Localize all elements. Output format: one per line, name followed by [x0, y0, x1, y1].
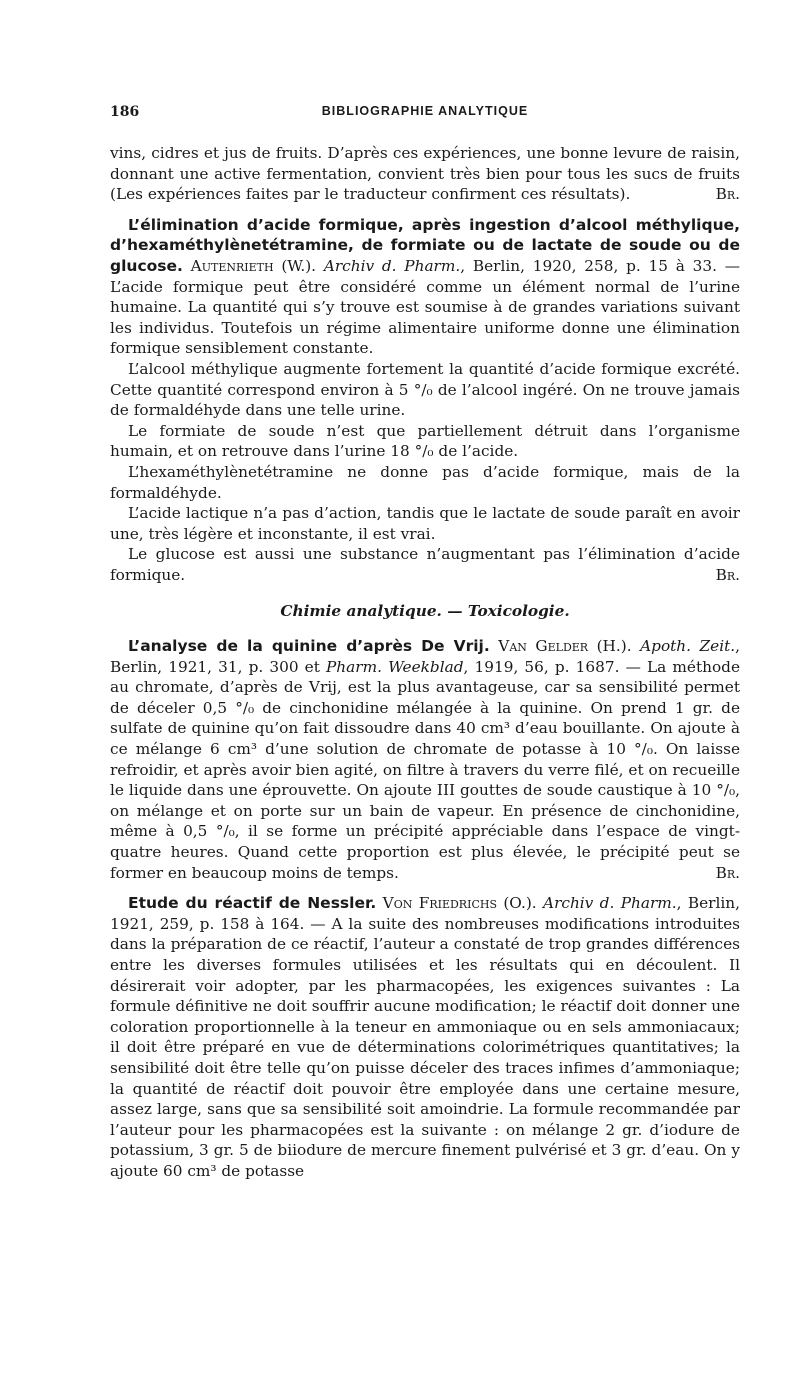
entry-title: L’élimination d’acide formique, après ingestion d’alcool méthylique, d’hexaméthylènetétramine, de formiate ou de lactate de soude ou de glucose. [110, 215, 740, 275]
entry-journal: Archiv d. Pharm. [543, 894, 677, 913]
entry-author: Von Friedrichs (O.). [382, 894, 537, 913]
entry-paragraph: Le formiate de soude n’est que partiellement détruit dans l’organisme humain, et on retrouve dans l’urine 18 °/₀ de l’acide. [110, 421, 740, 461]
signature: Br. [715, 185, 740, 204]
entry-citation-text: , 1919, 56, p. 1687. — La méthode au chromate, d’après de Vrij, est la plus avantageuse, car sa sensibilité permet de déceler 0,5 °/₀ de cinchonidine mélangée à la quinine. On prend 1 gr. de sulfate de quinine qu’on fait dissoudre dans 40 cm³ d’eau bouillante. On ajoute à ce mélange 6 cm³ d’une solution de chromate de potasse à 10 °/₀. On laisse refroidir, et après avoir bien agité, on filtre à travers du verre filé, et on recueille le liquide dans une éprouvette. On ajoute III gouttes de soude caustique à 10 °/₀, on mélange et on porte sur un bain de vapeur. En présence de cinchonidine, même à 0,5 °/₀, il se forme un précipité appréciable dans l’espace de vingt-quatre heures. Quand cette proportion est plus élevée, le précipité peut se former en beaucoup moins de temps. [110, 657, 740, 882]
page-number: 186 [110, 104, 140, 120]
section-heading: Chimie analytique. — Toxicologie. [280, 602, 570, 621]
entry-paragraph: L’hexaméthylènetétramine ne donne pas d’acide formique, mais de la formaldéhyde. [110, 462, 740, 502]
page-body [110, 143, 740, 1182]
entry-journal: Apoth. Zeit. [640, 637, 736, 656]
entry-author: Autenrieth (W.). [190, 256, 317, 275]
bibliography-entry-quinine [110, 636, 740, 883]
continuation-text: vins, cidres et jus de fruits. D’après ces expériences, une bonne levure de raisin, donnant une active fermentation, convient très bien pour tous les sucs de fruits (Les expériences faites par le traducteur confirment ces résultats). [110, 144, 740, 204]
bibliography-entry-formic-acid [110, 215, 740, 586]
entry-title: Etude du réactif de Nessler. [128, 894, 377, 913]
entry-author: Van Gelder (H.). [498, 637, 632, 656]
running-head: BIBLIOGRAPHIE ANALYTIQUE [321, 104, 529, 118]
entry-citation-text: , Berlin, 1920, 258, p. 15 à 33. — L’acide formique peut être considéré comme un élément normal de l’urine humaine. La quantité qui s’y trouve est soumise à de grandes variations suivant les individus. Toutefois un régime alimentaire uniforme donne une élimination formique sensiblement constante. [110, 256, 740, 358]
entry-citation-text: , Berlin, 1921, 259, p. 158 à 164. — A la suite des nombreuses modifications introduites dans la préparation de ce réactif, l’auteur a constaté de trop grandes différences entre les diverses formules utilisées et les résultats qui en découlent. Il désirerait voir adopter, par les pharmacopées, les exigences suivantes : La formule définitive ne doit souffrir aucune modification; le réactif doit donner une coloration proportionnelle à la teneur en ammoniaque ou en sels ammoniacaux; il doit être préparé en vue de déterminations colorimétriques quantitatives; la sensibilité doit être telle qu’on puisse déceler des traces infimes d’ammoniaque; la quantité de réactif doit pouvoir être employée dans une certaine mesure, assez large, sans que sa sensibilité soit amoindrie. La formule recommandée par l’auteur pour les pharmacopées est la suivante : on mélange 2 gr. d’iodure de potassium, 3 gr. 5 de biiodure de mercure finement pulvérisé et 3 gr. d’eau. On y ajoute 60 cm³ de potasse [110, 894, 740, 1180]
entry-lead-paragraph [110, 636, 740, 883]
entry-lead-paragraph [110, 893, 740, 1181]
signature: Br. [715, 565, 740, 584]
entry-paragraph-text: Le glucose est aussi une substance n’augmentant pas l’élimination d’acide formique. [110, 545, 740, 584]
entry-lead-paragraph [110, 215, 740, 359]
entry-title: L’analyse de la quinine d’après De Vrij. [128, 637, 490, 656]
entry-journal-secondary: Pharm. Weekblad [326, 657, 464, 676]
entry-citation-text: , Berlin, 1921, 31, p. 300 et [110, 637, 740, 676]
bibliography-entry-nessler [110, 893, 740, 1181]
page-header [110, 104, 740, 126]
entry-paragraph-last [110, 544, 740, 585]
entry-journal: Archiv d. Pharm. [323, 256, 461, 275]
entry-paragraph: L’acide lactique n’a pas d’action, tandis que le lactate de soude paraît en avoir une, très légère et inconstante, il est vrai. [110, 504, 740, 543]
continuation-paragraph [110, 143, 740, 205]
entry-paragraph: L’alcool méthylique augmente fortement la quantité d’acide formique excrété. Cette quantité correspond environ à 5 °/₀ de l’alcool ingéré. On ne trouve jamais de formaldéhyde dans une telle urine. [110, 359, 740, 420]
signature: Br. [715, 863, 740, 882]
